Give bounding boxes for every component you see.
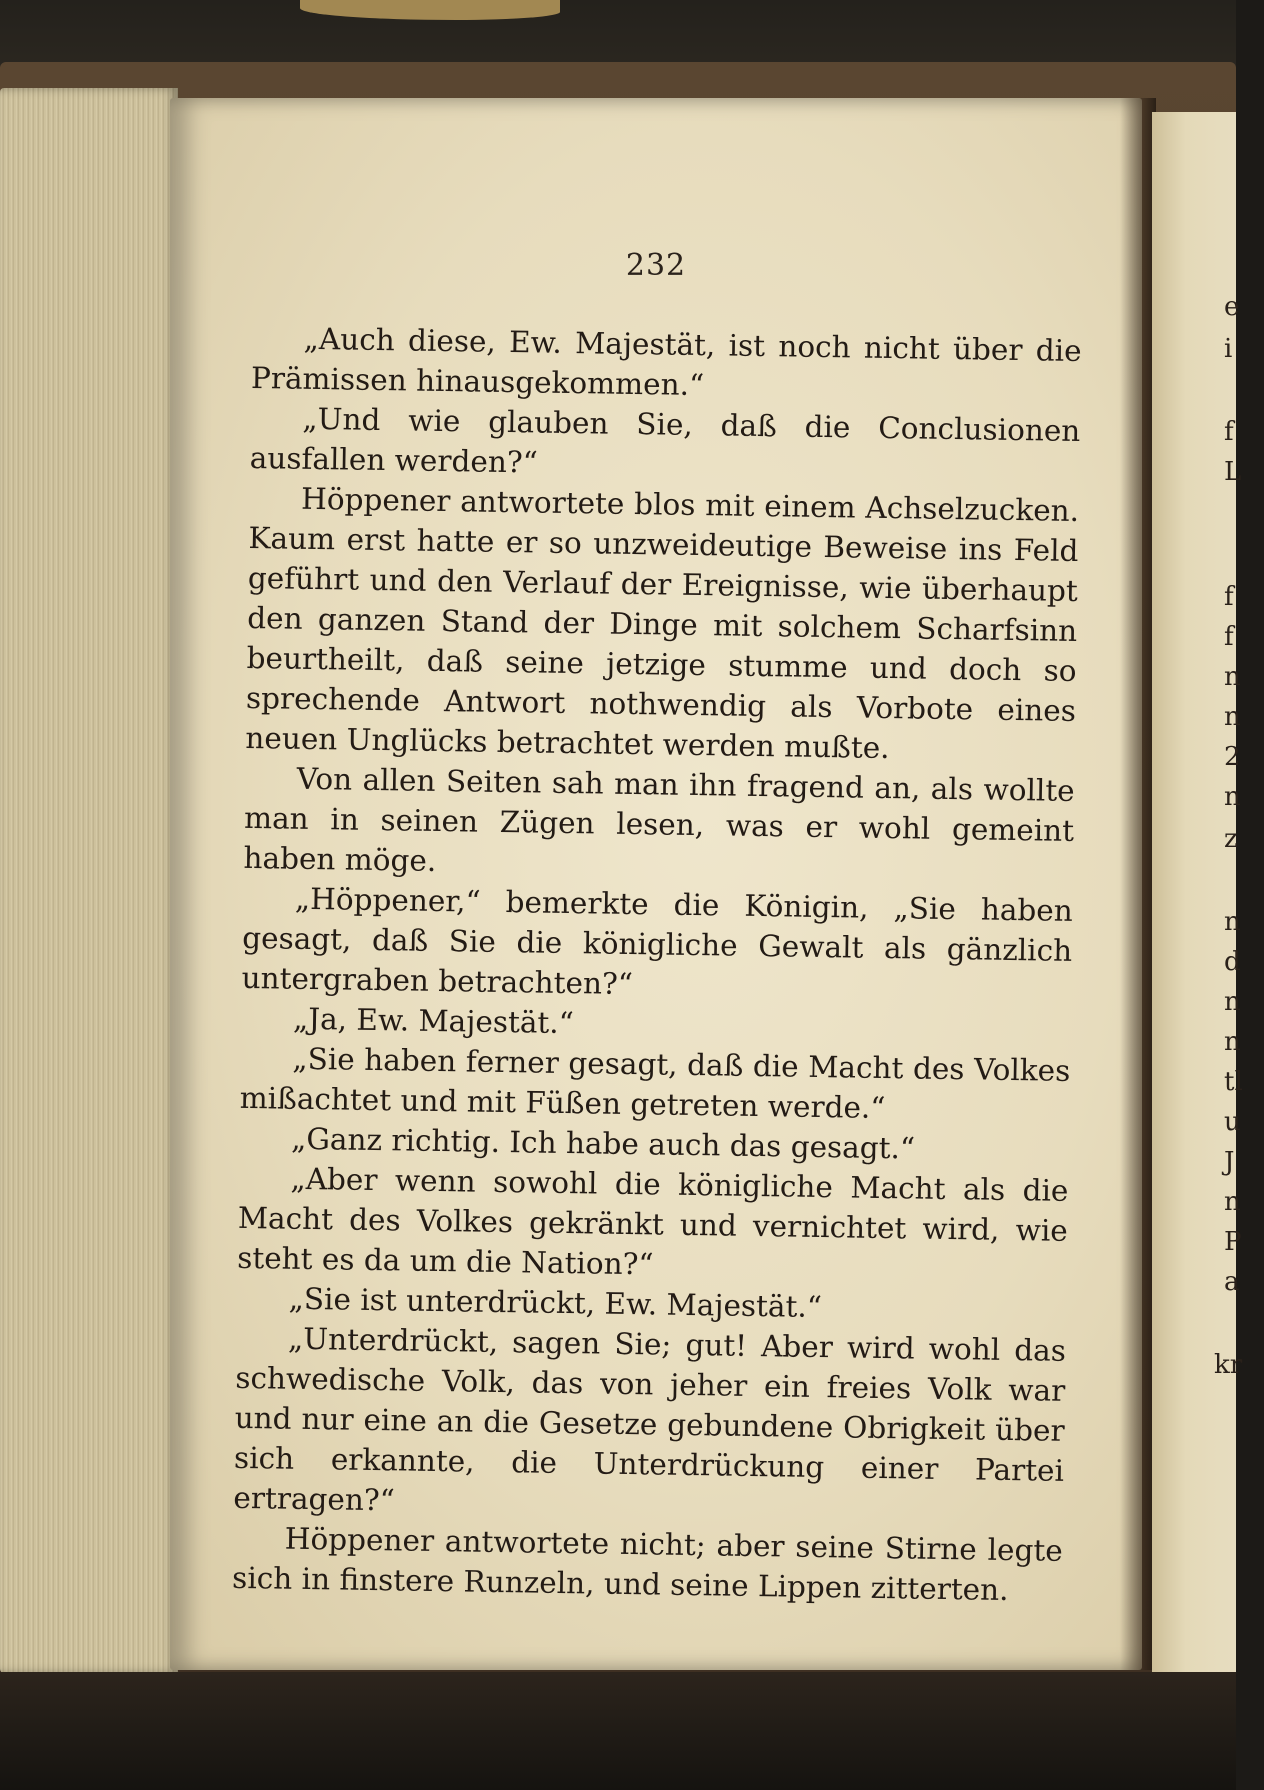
facing-letter: tl <box>1224 1067 1243 1097</box>
paragraph: Höppener antwortete nicht; aber seine Stirne legte sich in finstere Runzeln, und seine Lippen zitterten. <box>231 1521 1064 1608</box>
facing-letter: n <box>1224 702 1241 732</box>
facing-letter: f <box>1224 582 1234 612</box>
facing-letter: J <box>1224 1147 1235 1177</box>
facing-letter: n <box>1224 987 1241 1017</box>
page-edges-stack <box>0 88 178 1673</box>
facing-letter: u <box>1224 1107 1241 1137</box>
paragraph: „Unterdrückt, sagen Sie; gut! Aber wird wohl das schwedische Volk, das von jeher ein freies Volk war und nur eine an die Gesetze gebundene Obrigkeit über sich erkannte, die Unterdrückung einer Partei ertragen?“ <box>233 1321 1067 1518</box>
torn-paper-edge <box>300 0 560 20</box>
facing-letter: P <box>1224 1227 1242 1257</box>
paragraph: „Sie ist unterdrückt, Ew. Majestät.“ <box>288 1281 823 1325</box>
facing-letter: n <box>1224 662 1241 692</box>
facing-letter: e <box>1224 292 1240 322</box>
page-number: 232 <box>625 248 687 283</box>
paragraph: „Auch diese, Ew. Majestät, ist noch nicht über die Prämissen hinausgekommen.“ <box>250 321 1082 403</box>
paragraph: „Ja, Ew. Majestät.“ <box>292 1001 575 1041</box>
facing-letter: f <box>1224 417 1234 447</box>
facing-letter: L <box>1224 457 1242 487</box>
book-gutter <box>1120 98 1156 1670</box>
facing-letter: n <box>1224 1027 1241 1057</box>
facing-letter: n <box>1224 907 1241 937</box>
facing-letter: 2 <box>1224 742 1241 772</box>
paragraph: „Aber wenn sowohl die königliche Macht als die Macht des Volkes gekränkt und vernichtet wird, wie steht es da um die Nation?“ <box>236 1161 1069 1282</box>
paragraph: „Höppener,“ bemerkte die Königin, „Sie haben gesagt, daß Sie die königliche Gewalt als gänzlich untergraben betrachten?“ <box>241 881 1074 1002</box>
page-body-text <box>232 318 1082 1611</box>
left-page <box>170 98 1142 1670</box>
paragraph: „Und wie glauben Sie, daß die Conclusionen ausfallen werden?“ <box>249 401 1081 480</box>
facing-letter: f <box>1224 622 1234 652</box>
facing-letter: d <box>1224 947 1241 977</box>
facing-letter: n <box>1224 782 1241 812</box>
facing-letter: a <box>1224 1267 1240 1297</box>
paragraph: Von allen Seiten sah man ihn fragend an, als wollte man in seinen Zügen lesen, was er wohl gemeint haben möge. <box>243 761 1075 878</box>
facing-letter: i <box>1224 334 1233 364</box>
paragraph: „Sie haben ferner gesagt, daß die Macht des Volkes mißachtet und mit Füßen getreten werde.“ <box>239 1041 1071 1126</box>
facing-letter: kr <box>1214 1350 1243 1380</box>
facing-letter: z <box>1224 824 1238 854</box>
facing-letter: n <box>1224 1187 1241 1217</box>
paragraph: „Ganz richtig. Ich habe auch das gesagt.“ <box>290 1121 916 1166</box>
paragraph: Höppener antwortete blos mit einem Achselzucken. Kaum erst hatte er so unzweideutige Beweise ins Feld geführt und den Verlauf der Ereignisse, wie überhaupt den ganzen Stand der Dinge mit solchem Scharfsinn beurtheilt, daß seine jetzige stumme und doch so sprechende Antwort nothwendig als Vorbote eines neuen Unglücks betrachtet werden mußte. <box>245 481 1080 766</box>
facing-page-edge <box>1152 112 1243 1672</box>
book-bottom-edge <box>0 1672 1236 1790</box>
